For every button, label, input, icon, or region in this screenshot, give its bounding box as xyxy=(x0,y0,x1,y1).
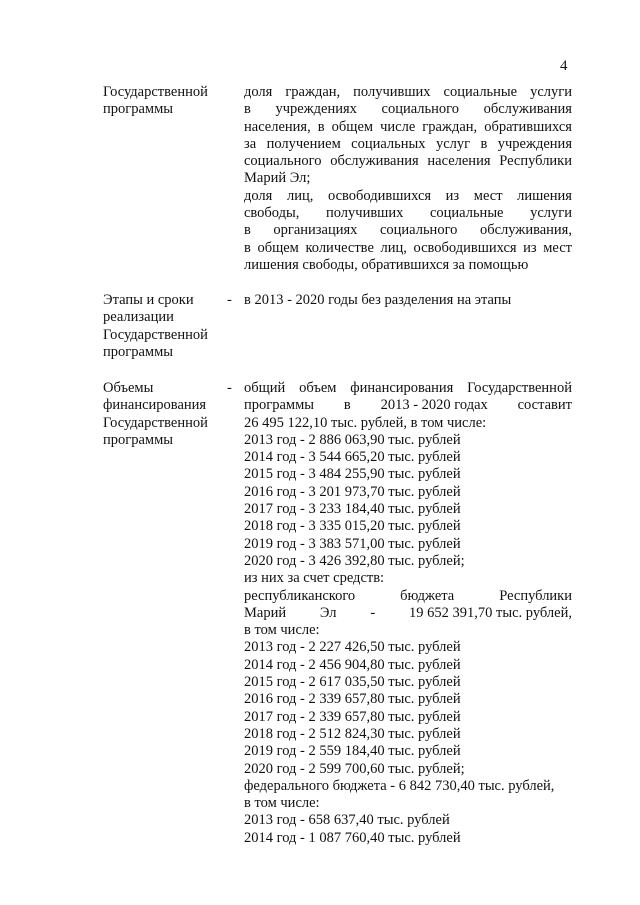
section-content xyxy=(244,84,572,274)
content-line: 2013 год - 2 227 426,50 тыс. рублей xyxy=(244,639,461,656)
content-word: социальных xyxy=(351,135,426,152)
content-word: услуги xyxy=(530,84,572,100)
content-line xyxy=(244,222,572,239)
content-line xyxy=(244,240,572,257)
content-word: Государственной xyxy=(467,380,572,396)
section-dash: - xyxy=(227,380,232,396)
content-word: за xyxy=(244,135,257,152)
content-line: 2018 год - 3 335 015,20 тыс. рублей xyxy=(244,518,461,535)
content-word: лиц, xyxy=(380,239,407,256)
label-line: Объемы xyxy=(103,380,154,396)
content-word: обслуживания xyxy=(483,101,572,118)
content-line: 2019 год - 3 383 571,00 тыс. рублей xyxy=(244,535,461,552)
content-word: мест xyxy=(543,239,572,256)
content-line: 2016 год - 3 201 973,70 тыс. рублей xyxy=(244,483,461,500)
content-line: 26 495 122,10 тыс. рублей, в том числе: xyxy=(244,414,487,431)
content-word: свободы, xyxy=(244,205,300,222)
content-word: учреждения xyxy=(497,135,572,152)
content-line: 2019 год - 2 559 184,40 тыс. рублей xyxy=(244,743,461,760)
page-number: 4 xyxy=(560,58,568,74)
content-word: граждан, xyxy=(285,84,341,100)
content-line xyxy=(244,380,572,397)
content-line: 2017 год - 3 233 184,40 тыс. рублей xyxy=(244,501,461,518)
content-line: 2014 год - 3 544 665,20 тыс. рублей xyxy=(244,449,461,466)
label-line: реализации xyxy=(103,309,174,326)
content-word: - xyxy=(370,604,376,621)
content-line: 2020 год - 3 426 392,80 тыс. рублей; xyxy=(244,552,465,569)
section-label xyxy=(103,292,228,361)
content-word: объем xyxy=(299,380,337,396)
content-line: 2020 год - 2 599 700,60 тыс. рублей; xyxy=(244,760,465,777)
content-word: общем xyxy=(331,118,374,135)
content-word: республиканского xyxy=(244,587,356,604)
label-line: Государственной xyxy=(103,84,208,100)
content-line: из них за счет средств: xyxy=(244,570,385,587)
content-word: мест xyxy=(473,187,503,204)
content-line: 2018 год - 2 512 824,30 тыс. рублей xyxy=(244,725,461,742)
content-word: граждан, xyxy=(422,118,478,135)
label-line: Государственной xyxy=(103,326,208,343)
section-content xyxy=(244,380,572,847)
content-word: учреждениях xyxy=(275,101,357,118)
content-word: Марий xyxy=(244,604,287,621)
content-word: из xyxy=(523,239,537,256)
content-word: лишения xyxy=(517,187,572,204)
content-word: обслуживания xyxy=(330,153,419,170)
section-dash: - xyxy=(227,292,232,308)
label-line: Государственной xyxy=(103,414,208,431)
content-word: получивших xyxy=(353,84,431,100)
content-line: 2016 год - 2 339 657,80 тыс. рублей xyxy=(244,691,461,708)
content-word: финансирования xyxy=(350,380,454,396)
content-word: доля xyxy=(244,84,273,100)
content-word: бюджета xyxy=(400,587,455,604)
content-word: Республики xyxy=(499,153,572,170)
content-word: в xyxy=(244,239,251,256)
content-word: социальные xyxy=(443,84,518,100)
content-line xyxy=(244,605,572,622)
content-word: программы xyxy=(244,397,314,414)
content-word: лиц, xyxy=(286,187,314,204)
content-line xyxy=(244,84,572,101)
content-word: общем xyxy=(257,239,299,256)
content-word: количестве xyxy=(305,239,374,256)
content-word: социального xyxy=(379,222,458,239)
content-line: 2015 год - 2 617 035,50 тыс. рублей xyxy=(244,674,461,691)
content-line: 2013 год - 658 637,40 тыс. рублей xyxy=(244,812,450,829)
label-line: программы xyxy=(103,431,173,448)
content-word: числе xyxy=(380,118,416,135)
content-line: 2013 год - 2 886 063,90 тыс. рублей xyxy=(244,431,461,448)
content-word: в xyxy=(480,135,488,152)
label-line: Этапы и сроки xyxy=(103,292,194,308)
label-line: финансирования xyxy=(103,397,207,414)
content-line xyxy=(244,205,572,222)
content-line: лишения свободы, обратившихся за помощью xyxy=(244,256,529,273)
content-line: в том числе: xyxy=(244,795,320,812)
content-line: федерального бюджета - 6 842 730,40 тыс. рублей, xyxy=(244,777,555,794)
content-line xyxy=(244,136,572,153)
content-word: в xyxy=(317,118,325,135)
content-line: 2015 год - 3 484 255,90 тыс. рублей xyxy=(244,466,461,483)
content-line xyxy=(244,188,572,205)
content-word: получением xyxy=(266,135,341,152)
content-word: социального xyxy=(244,153,322,170)
content-word: в xyxy=(343,397,351,414)
content-word: организациях xyxy=(273,222,358,239)
content-word: освободившихся xyxy=(327,187,432,204)
content-word: 19 652 391,70 тыс. рублей, xyxy=(409,604,572,621)
content-word: услуги xyxy=(530,205,572,222)
section-label xyxy=(103,84,228,119)
content-line xyxy=(244,101,572,118)
content-line: 2014 год - 1 087 760,40 тыс. рублей xyxy=(244,829,461,846)
content-line xyxy=(244,119,572,136)
content-line: 2017 год - 2 339 657,80 тыс. рублей xyxy=(244,708,461,725)
content-word: получивших xyxy=(325,205,404,222)
content-line xyxy=(244,397,572,414)
content-word: обслуживания, xyxy=(479,222,572,239)
content-line xyxy=(244,588,572,605)
content-word: Республики xyxy=(499,587,572,604)
content-word: в xyxy=(244,222,251,239)
content-word: общий xyxy=(244,380,286,396)
content-line xyxy=(244,153,572,170)
content-line: Марий Эл; xyxy=(244,170,311,187)
content-line: в 2013 - 2020 годы без разделения на этапы xyxy=(244,292,512,308)
label-line: программы xyxy=(103,101,173,118)
content-line: в том числе: xyxy=(244,622,320,639)
content-word: социальные xyxy=(429,205,504,222)
content-word: населения xyxy=(427,153,491,170)
content-word: составит xyxy=(517,397,572,414)
content-word: доля xyxy=(244,187,273,204)
section-content xyxy=(244,292,572,309)
content-word: населения, xyxy=(244,118,311,135)
content-word: из xyxy=(445,187,460,204)
content-word: освободившихся xyxy=(413,239,517,256)
content-word: социального xyxy=(381,101,459,118)
content-line: 2014 год - 2 456 904,80 тыс. рублей xyxy=(244,656,461,673)
label-line: программы xyxy=(103,343,173,360)
content-word: 2013 - 2020 годах xyxy=(380,397,488,414)
content-word: в xyxy=(244,101,251,118)
content-word: услуг xyxy=(435,135,471,152)
content-word: обратившихся xyxy=(484,118,572,135)
section-label xyxy=(103,380,228,449)
content-word: Эл xyxy=(319,604,337,621)
